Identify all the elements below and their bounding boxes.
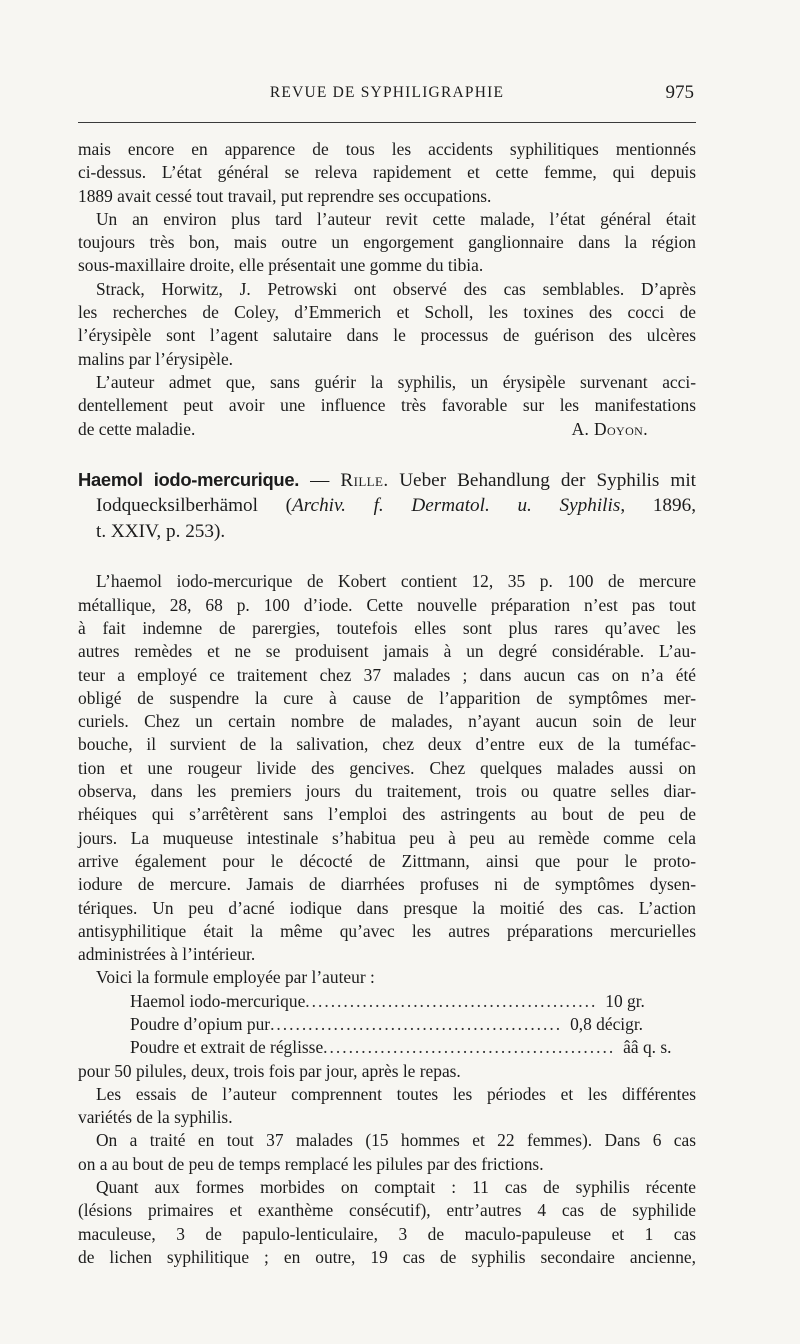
title-line: t. XXIV, p. 253).: [96, 520, 226, 542]
text-line: Les essais de l’auteur comprennent toutes les périodes et les différentes: [96, 1083, 696, 1104]
ingredient-name: Poudre d’opium pur: [130, 1014, 271, 1034]
title-line: [78, 493, 696, 519]
paragraph: [78, 138, 696, 208]
text-line: bouche, il survient de la salivation, chez deux d’entre eux de la tuméfac-: [78, 734, 696, 755]
ingredient-quantity: 0,8 décigr.: [570, 1014, 644, 1034]
page-body: [78, 138, 696, 1269]
ingredient-quantity: 10 gr.: [605, 990, 645, 1011]
text-line: sous-maxillaire droite, elle présentait une gomme du tibia.: [78, 255, 484, 276]
text-line: jours. La muqueuse intestinale s’habitua peu à peu au remède comme cela: [78, 827, 696, 848]
text-line: mais encore en apparence de tous les accidents syphilitiques mentionnés: [78, 139, 696, 159]
leader-dots: ..............................................: [323, 1037, 616, 1058]
text-line: métallique, 28, 68 p. 100 d’iode. Cette nouvelle préparation n’est pas tout: [78, 594, 696, 615]
text-line: de cette maladie.: [78, 418, 196, 439]
header-rule: [78, 122, 696, 123]
text-line: ci-dessus. L’état général se releva rapidement et cette femme, qui depuis: [78, 162, 696, 183]
text-line: iodure de mercure. Jamais de diarrhées profuses ni de symptômes dysen-: [78, 874, 696, 895]
title-text: , 1896,: [620, 495, 696, 517]
text-line: maculeuse, 3 de papulo-lenticulaire, 3 de maculo-papuleuse et 1 cas: [78, 1223, 696, 1244]
text-line: rhéiques qui s’arrêtèrent sans l’emploi des astringents au bout de peu de: [78, 804, 696, 825]
running-title: REVUE DE SYPHILIGRAPHIE: [269, 84, 505, 101]
ingredient-name: Haemol iodo-mercurique: [130, 990, 306, 1011]
text-line: curiels. Chez un certain nombre de malades, n’ayant aucun soin de leur: [78, 711, 696, 732]
text-line: Strack, Horwitz, J. Petrowski ont observé des cas semblables. D’après: [96, 278, 696, 299]
paragraph: [78, 1176, 696, 1269]
text-line: 1889 avait cessé tout travail, put reprendre ses occupations.: [78, 185, 492, 206]
formula-row: [130, 990, 645, 1013]
text-line: antisyphilitique était la même qu’avec les autres préparations mercurielles: [78, 920, 696, 941]
page-header: [78, 80, 696, 110]
text-line: l’érysipèle sont l’agent salutaire dans le processus de guérison des ulcères: [78, 325, 696, 346]
article-author: Rille: [340, 469, 384, 491]
formula-intro: Voici la formule employée par l’auteur :: [96, 967, 375, 988]
paragraph: [78, 570, 696, 966]
title-text: . Ueber Behandlung der Syphilis mit: [383, 469, 696, 491]
text-line: L’haemol iodo-mercurique de Kobert contient 12, 35 p. 100 de mercure: [96, 571, 696, 592]
paragraph: [78, 1129, 696, 1176]
text-line: (lésions primaires et exanthème consécutif), entr’autres 4 cas de syphilide: [78, 1200, 696, 1221]
page-number: 975: [665, 82, 694, 103]
formula-row: [130, 1036, 672, 1059]
text-line: teur a employé ce traitement chez 37 malades ; dans aucun cas on n’a été: [78, 664, 696, 685]
text-line: autres remèdes et ne se produisent jamais à un degré considérable. L’au-: [78, 641, 696, 662]
journal-name: Archiv. f. Dermatol. u. Syphilis: [292, 495, 621, 517]
text-line: observa, dans les premiers jours du traitement, trois ou quatre selles diar-: [78, 781, 696, 802]
text-line: Un an environ plus tard l’auteur revit cette malade, l’état général était: [96, 208, 696, 229]
paragraph: [78, 371, 696, 441]
paragraph: pour 50 pilules, deux, trois fois par jour, après le repas.: [78, 1060, 461, 1081]
text-line: tériques. Un peu d’acné iodique dans presque la moitié des cas. L’action: [78, 897, 696, 918]
title-line: [78, 467, 696, 494]
text-line: Quant aux formes morbides on comptait : 11 cas de syphilis récente: [96, 1177, 696, 1198]
text-line: malins par l’érysipèle.: [78, 348, 234, 369]
text-line: les recherches de Coley, d’Emmerich et Scholl, les toxines des cocci de: [78, 302, 696, 323]
title-dash: —: [299, 469, 341, 491]
paragraph: [78, 1083, 696, 1130]
author-signature: A. Doyon.: [571, 418, 648, 439]
leader-dots: ..............................................: [270, 1014, 563, 1034]
text-line: L’auteur admet que, sans guérir la syphilis, un érysipèle survenant acci-: [96, 371, 696, 392]
text-line: de lichen syphilitique ; en outre, 19 cas de syphilis secondaire ancienne,: [78, 1246, 696, 1267]
text-line: On a traité en tout 37 malades (15 hommes et 22 femmes). Dans 6 cas: [96, 1130, 696, 1151]
text-line: variétés de la syphilis.: [78, 1107, 233, 1128]
leader-dots: ..............................................: [305, 990, 598, 1011]
ingredient-quantity: ââ q. s.: [623, 1037, 672, 1058]
ingredient-name: Poudre et extrait de réglisse: [130, 1037, 324, 1058]
text-line: administrées à l’intérieur.: [78, 944, 256, 965]
text-line: obligé de suspendre la cure à cause de l’apparition de symptômes mer-: [78, 687, 696, 708]
text-line: dentellement peut avoir une influence très favorable sur les manifestations: [78, 395, 696, 416]
paragraph: [78, 278, 696, 371]
paragraph: [78, 208, 696, 278]
text-line: toujours très bon, mais outre un engorgement ganglionnaire dans la région: [78, 232, 696, 253]
title-text: Iodquecksilberhämol (: [96, 495, 293, 517]
text-line: à fait indemne de parergies, toutefois elles sont plus rares qu’avec les: [78, 617, 696, 638]
signature-line: [78, 418, 696, 441]
article-subject: Haemol iodo-mercurique.: [78, 468, 300, 490]
formula-table: [130, 990, 672, 1060]
article-title: [78, 467, 696, 545]
text-line: tion et une rougeur livide des gencives. Chez quelques malades aussi on: [78, 757, 696, 778]
text-line: arrive également pour le décocté de Zittmann, ainsi que pour le proto-: [78, 850, 696, 871]
text-line: on a au bout de peu de temps remplacé les pilules par des frictions.: [78, 1153, 544, 1174]
formula-row: [130, 1013, 644, 1036]
